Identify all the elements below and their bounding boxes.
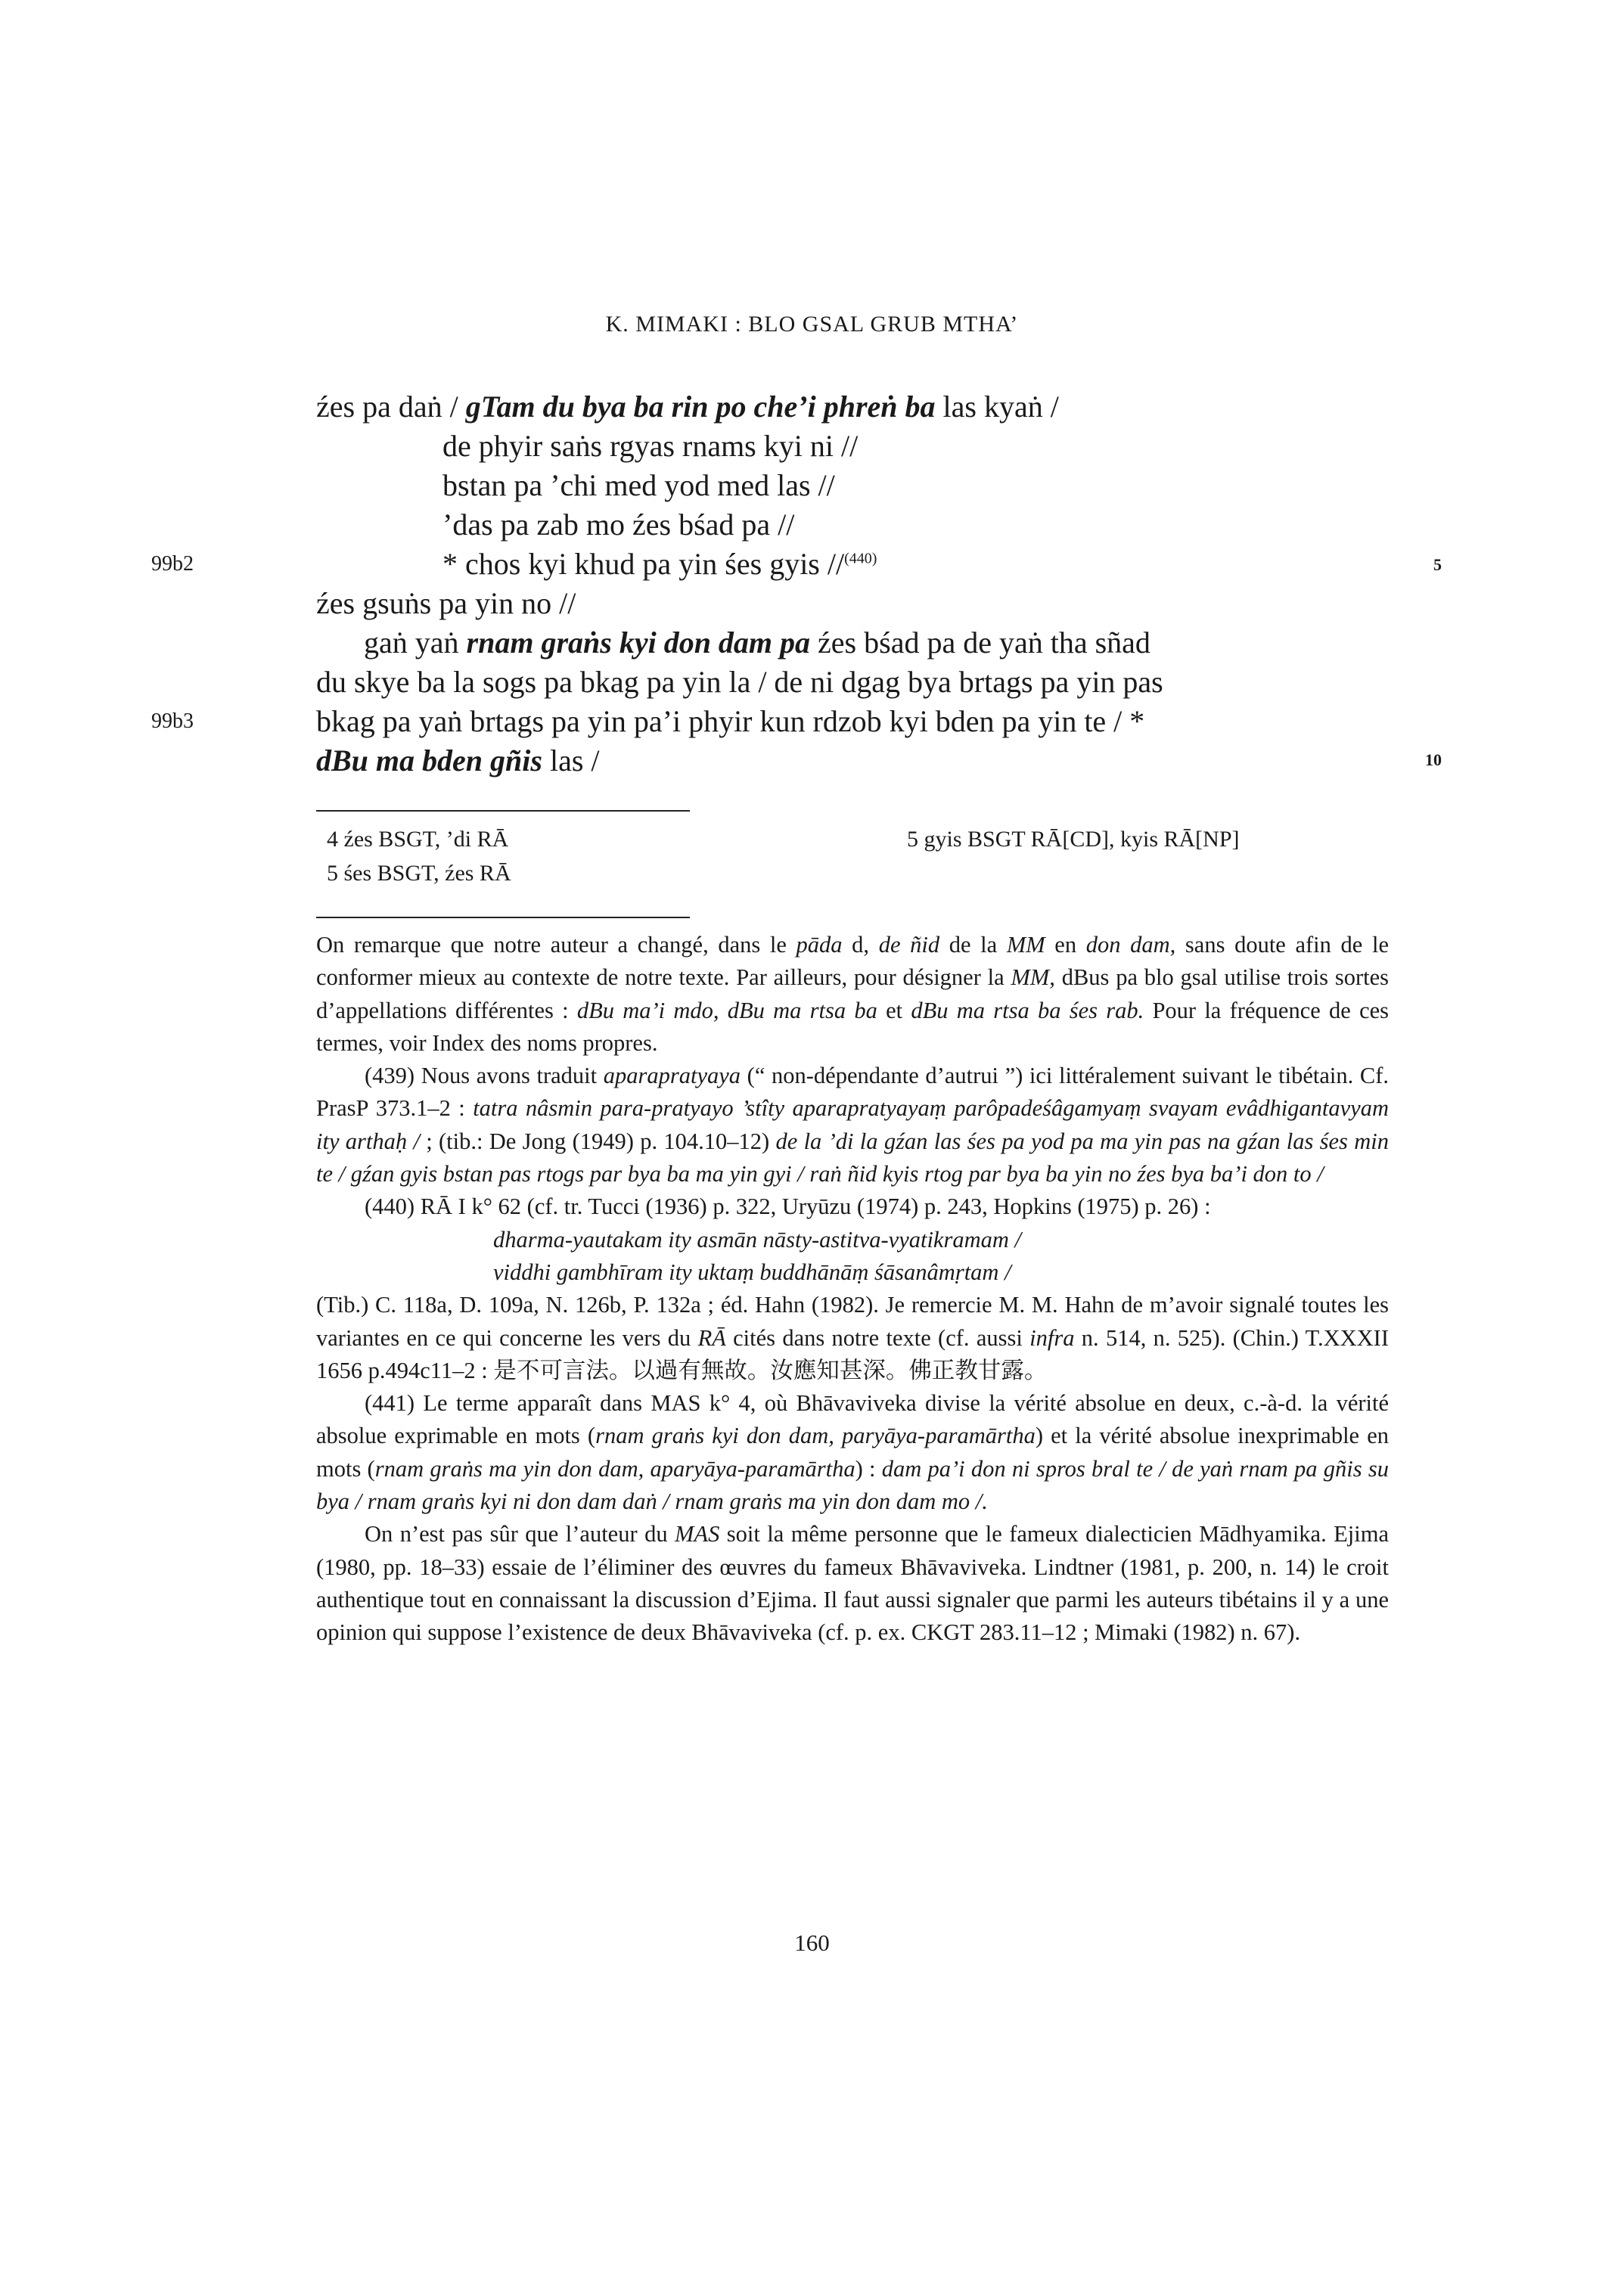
italic-term: MAS [675, 1521, 720, 1547]
running-head: K. MIMAKI : BLO GSAL GRUB MTHA’ [605, 312, 1019, 337]
text-segment: źes pa daṅ / [316, 390, 466, 424]
margin-ref-99b2: 99b2 [151, 552, 194, 576]
italic-term: de ñid [878, 932, 940, 958]
main-line-4: ’das pa zab mo źes bśad pa // [442, 508, 795, 542]
italic-term: MM [1006, 932, 1045, 958]
main-line-3: bstan pa ’chi med yod med las // [442, 468, 835, 502]
note-441 [316, 1387, 1389, 1518]
verse-line-1: dharma-yautakam ity asmān nāsty-astitva-vyatikramam / [493, 1226, 1021, 1253]
italic-term: MM, [1011, 964, 1055, 991]
italic-term: dBu ma rtsa ba śes rab. [911, 997, 1144, 1023]
note-paragraph [316, 929, 1389, 1060]
page-number: 160 [794, 1929, 830, 1956]
term-segment: rnam graṅs kyi don dam pa [466, 625, 811, 660]
text-segment: et [877, 997, 911, 1023]
italic-term: dam pa’i don ni spros bral te / de yaṅ rnam pa gñis su bya / rnam graṅs kyi ni don dam daṅ / rnam graṅs ma yin don dam mo /. [316, 1455, 1389, 1515]
italic-term: pāda [796, 932, 843, 958]
text-segment: soit la même personne que le fameux dialecticien Mādhyamika. Ejima (1980, pp. 18–33) essaie de l’éliminer des œuvres du fameux Bhāvaviveka. Lindtner (1981, p. 200, n. 14) le croit authentique tout en connaissant la discussion d’Ejima. Il faut aussi signaler que parmi les auteurs tibétains il y a une opinion qui suppose l’existence de deux Bhāvaviveka (cf. p. ex. CKGT 283.11–12 ; Mimaki (1982) n. 67). [316, 1521, 1389, 1646]
text-segment: las / [542, 743, 600, 778]
text-segment: en [1045, 932, 1086, 958]
text-segment: (“ non-dépendante d’autrui ”) ici littéralement suivant le tibétain. Cf. PrasP 373.1–2 : [316, 1063, 1389, 1122]
title-segment: gTam du bya ba rin po che’i phreṅ ba [465, 390, 936, 424]
text-segment: ) et la vérité absolue inexprimable en mots ( [316, 1423, 1389, 1482]
title-segment: dBu ma bden gñis [316, 743, 542, 778]
italic-term: rnam graṅs kyi don dam, paryāya-paramārtha [595, 1423, 1036, 1449]
text-segment: (441) Le terme apparaît dans MAS k° 4, où Bhāvaviveka divise la vérité absolue en deux, c.-à-d. la vérité absolue exprimable en mots ( [316, 1390, 1389, 1449]
line-number-5: 5 [1433, 555, 1442, 574]
margin-ref-99b3: 99b3 [151, 709, 194, 733]
italic-term: dBu ma’i mdo, dBu ma rtsa ba [576, 997, 877, 1023]
text-segment: de la [939, 932, 1007, 958]
text-segment: gaṅ yaṅ [364, 625, 467, 660]
line-number-10: 10 [1425, 750, 1442, 769]
main-line-10 [316, 743, 600, 778]
apparatus-entry: 4 źes BSGT, ’di RĀ [327, 827, 509, 852]
italic-term: RĀ [697, 1324, 726, 1351]
main-line-9: bkag pa yaṅ brtags pa yin pa’i phyir kun rdzob kyi bden pa yin te / * [316, 704, 1145, 738]
text-segment: n. 514, n. 525). (Chin.) T.XXXII 1656 p.494c11–2 : 是不可言法。以過有無故。汝應知甚深。佛正教甘露。 [316, 1324, 1389, 1383]
italic-term: don dam, [1085, 932, 1176, 958]
text-segment: (439) Nous avons traduit [365, 1063, 604, 1089]
text-segment: dBus pa blo gsal utilise trois sortes d’appellations différentes : [316, 964, 1389, 1023]
text-segment: cités dans notre texte (cf. aussi [725, 1324, 1030, 1351]
text-segment: On n’est pas sûr que l’auteur du [365, 1521, 675, 1547]
note-440 [316, 1190, 1389, 1223]
note-439 [316, 1060, 1389, 1190]
separator-rule [316, 917, 690, 918]
text-segment: Pour la fréquence de ces termes, voir Index des noms propres. [316, 997, 1390, 1056]
main-line-6: źes gsuṅs pa yin no // [316, 586, 576, 620]
text-segment: sans doute afin de le conformer mieux au contexte de notre texte. Par ailleurs, pour désigner la [316, 932, 1389, 991]
note-paragraph [316, 1518, 1389, 1649]
main-line-8: du skye ba la sogs pa bkag pa yin la / de ni dgag bya brtags pa yin pas [316, 665, 1163, 699]
text-segment: źes bśad pa de yaṅ tha sñad [810, 625, 1150, 660]
text-segment: (Tib.) C. 118a, D. 109a, N. 126b, P. 132a ; éd. Hahn (1982). Je remercie M. M. Hahn de m’avoir signalé toutes les variantes en ce qui concerne les vers du [316, 1292, 1389, 1351]
main-line-2: de phyir saṅs rgyas rnams kyi ni // [442, 429, 859, 463]
text-segment: (440) RĀ I k° 62 (cf. tr. Tucci (1936) p. 322, Uryūzu (1974) p. 243, Hopkins (1975) p. 26) : [365, 1194, 1211, 1220]
italic-term: tatra nâsmin para-pratyayo ’stîty aparapratyayaṃ parôpadeśâgamyaṃ svayam evâdhigantavyam ity arthaḥ / [316, 1095, 1389, 1154]
main-line-7 [364, 625, 1150, 660]
main-line-5 [442, 549, 877, 579]
verse-line-2: viddhi gambhīram ity uktaṃ buddhānāṃ śāsanâmṛtam / [493, 1259, 1011, 1285]
text-segment: On remarque que notre auteur a changé, dans le [316, 932, 796, 958]
text-segment: ; (tib.: De Jong (1949) p. 104.10–12) [419, 1128, 776, 1154]
text-segment: ) : [855, 1455, 882, 1482]
italic-term: rnam graṅs ma yin don dam, aparyāya-paramārtha [374, 1455, 855, 1482]
italic-term: aparapratyaya [603, 1063, 741, 1089]
separator-rule [316, 810, 690, 812]
apparatus-entry: 5 gyis BSGT RĀ[CD], kyis RĀ[NP] [907, 827, 1240, 852]
text-segment: * chos kyi khud pa yin śes gyis // [442, 547, 845, 581]
apparatus-entry: 5 śes BSGT, źes RĀ [327, 861, 511, 886]
italic-term: de la ’di la gźan las śes pa yod pa ma yin pas na gźan las śes min te / gźan gyis bstan pas rtogs par bya ba ma yin gyi / raṅ ñid kyis rtog par bya ba yin no źes bya ba’i don to / [316, 1128, 1389, 1187]
text-segment: d, [842, 932, 879, 958]
note-440-continued [316, 1289, 1389, 1387]
note-ref-440: (440) [844, 550, 877, 567]
notes-block [316, 929, 1389, 1650]
italic-term: infra [1029, 1324, 1075, 1351]
main-line-1 [316, 392, 1059, 422]
text-segment: las kyaṅ / [935, 390, 1059, 424]
